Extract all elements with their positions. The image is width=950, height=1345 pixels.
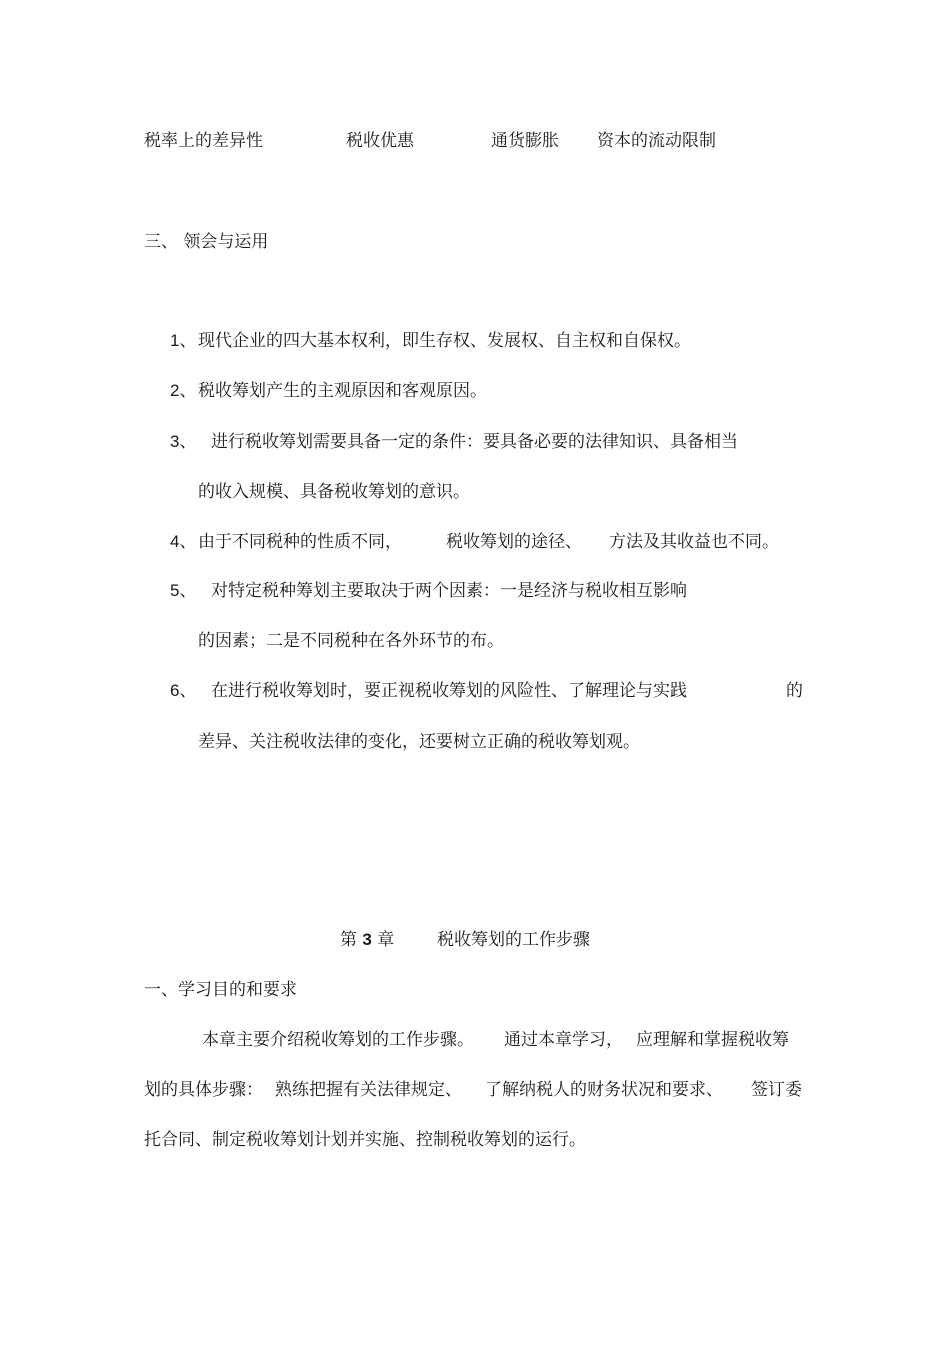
paragraph-text: 熟练把握有关法律规定、 <box>275 1080 462 1100</box>
paragraph-text: 通过本章学习， <box>504 1030 623 1050</box>
list-item-number: 2、 <box>170 381 197 400</box>
list-item-text: 方法及其收益也不同。 <box>609 532 779 552</box>
chapter-prefix: 第 <box>340 930 357 950</box>
paragraph-text: 应理解和掌握税收筹 <box>636 1030 789 1050</box>
list-item-text: 由于不同税种的性质不同， <box>198 532 402 552</box>
term-capital-flow-limit: 资本的流动限制 <box>597 131 716 151</box>
list-item-text: 的 <box>786 681 803 701</box>
paragraph-text: 了解纳税人的财务状况和要求、 <box>485 1080 723 1100</box>
term-tax-preference: 税收优惠 <box>346 131 414 151</box>
list-item-text: 进行税收筹划需要具备一定的条件：要具备必要的法律知识、具备相当 <box>211 432 738 452</box>
list-item-number: 6、 <box>170 681 197 700</box>
list-item-number: 5、 <box>170 581 197 600</box>
list-item-number: 3、 <box>170 432 197 451</box>
paragraph-text: 本章主要介绍税收筹划的工作步骤。 <box>202 1030 474 1050</box>
list-item-number: 4、 <box>170 532 197 551</box>
chapter-heading <box>340 930 394 950</box>
chapter-title: 税收筹划的工作步骤 <box>437 930 590 950</box>
paragraph-text: 签订委 <box>751 1080 802 1100</box>
chapter-number: 3 <box>362 930 372 949</box>
chapter-suffix: 章 <box>377 930 395 950</box>
list-item-text: 税收筹划的途径、 <box>446 532 582 552</box>
section-heading-objectives: 一、学习目的和要求 <box>144 980 297 1000</box>
list-item-text: 在进行税收筹划时，要正视税收筹划的风险性、了解理论与实践 <box>211 681 687 701</box>
term-inflation: 通货膨胀 <box>491 131 559 151</box>
list-item-text: 税收筹划产生的主观原因和客观原因。 <box>198 381 487 401</box>
paragraph-text: 划的具体步骤： <box>144 1080 263 1100</box>
list-item-number: 1、 <box>170 331 197 350</box>
list-item-text-continued: 的收入规模、具备税收筹划的意识。 <box>198 482 470 502</box>
list-item-text-continued: 的因素；二是不同税种在各外环节的布。 <box>198 631 504 651</box>
paragraph-text: 托合同、制定税收筹划计划并实施、控制税收筹划的运行。 <box>144 1130 586 1150</box>
list-item-text: 现代企业的四大基本权利，即生存权、发展权、自主权和自保权。 <box>198 331 691 351</box>
list-item-text-continued: 差异、关注税收法律的变化，还要树立正确的税收筹划观。 <box>198 732 640 752</box>
section-heading-apply: 三、 领会与运用 <box>144 232 269 252</box>
list-item-text: 对特定税种筹划主要取决于两个因素：一是经济与税收相互影响 <box>211 581 687 601</box>
term-tax-rate-difference: 税率上的差异性 <box>144 131 263 151</box>
